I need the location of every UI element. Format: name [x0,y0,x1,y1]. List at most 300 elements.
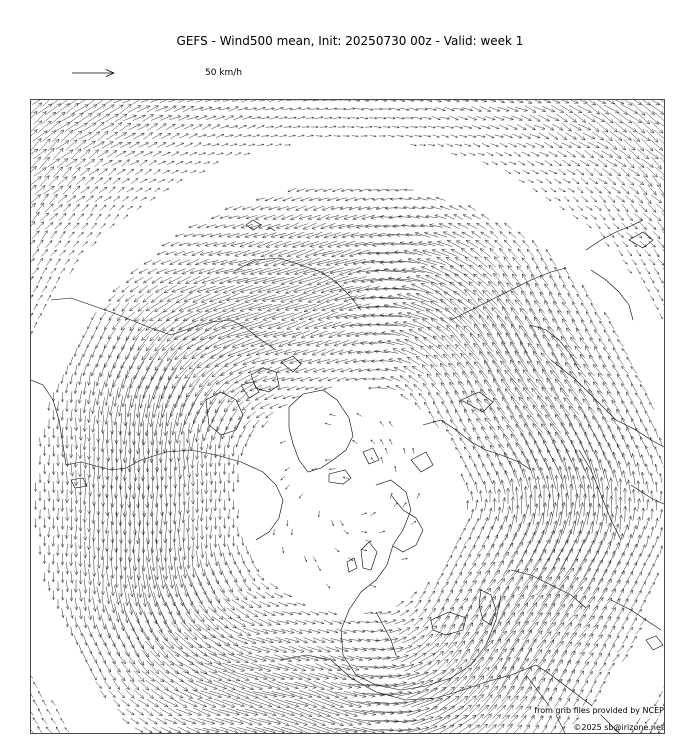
wind-arrow [285,638,299,643]
wind-arrow [639,185,647,195]
wind-arrow [100,690,105,697]
wind-arrow [296,387,306,390]
wind-arrow [557,449,566,471]
wind-arrow [256,198,265,201]
wind-arrow [619,150,630,159]
wind-arrow [394,367,405,372]
wind-arrow [503,274,513,287]
wind-arrow [162,242,170,246]
wind-arrow [31,203,36,213]
wind-arrow [562,302,570,312]
wind-arrow [550,275,556,284]
wind-arrow [595,672,602,680]
wind-arrow [166,252,176,255]
wind-arrow [48,419,51,428]
wind-arrow [57,581,60,591]
wind-arrow [163,679,178,690]
wind-arrow [538,396,551,416]
wind-arrow [463,126,472,129]
wind-arrow [43,518,46,528]
wind-arrow [223,482,226,493]
wind-arrow [503,560,513,576]
wind-arrow [440,117,449,120]
wind-arrow [287,603,296,606]
wind-arrow [640,241,647,247]
wind-arrow [56,544,59,555]
wind-arrow [183,671,203,681]
wind-arrow [305,665,323,671]
wind-arrow [579,550,591,568]
wind-arrow [628,516,632,530]
wind-arrow [83,123,96,131]
wind-arrow [269,100,279,102]
wind-arrow [380,422,384,427]
wind-arrow [665,519,666,528]
wind-arrow [52,410,55,420]
wind-arrow [608,626,615,636]
wind-arrow [220,125,229,128]
wind-arrow [554,160,562,165]
coastline-se-asia [611,600,661,630]
wind-arrow [487,658,503,676]
wind-arrow [621,384,628,393]
wind-arrow [158,311,174,320]
wind-arrow [101,415,104,434]
wind-arrow [451,153,457,155]
wind-arrow [428,144,434,146]
wind-arrow [526,716,534,727]
wind-arrow [641,563,645,573]
wind-arrow [122,160,130,167]
wind-arrow [609,663,615,671]
wind-arrow [136,188,142,192]
wind-arrow [580,423,590,442]
wind-arrow [365,126,372,128]
wind-arrow [464,144,471,147]
wind-arrow [410,393,416,400]
wind-arrow [170,395,179,417]
wind-arrow [417,707,438,718]
wind-arrow [545,284,553,294]
wind-arrow [641,259,645,265]
wind-arrow [319,332,337,337]
wind-arrow [659,456,662,465]
wind-arrow [79,461,82,477]
wind-arrow [120,104,132,113]
wind-arrow [482,649,498,667]
wind-arrow [587,485,591,507]
wind-arrow [33,718,38,725]
wind-arrow [641,526,645,537]
wind-arrow [465,289,480,306]
wind-arrow [138,336,149,351]
wind-arrow [238,590,247,600]
wind-arrow [202,587,212,603]
wind-arrow [545,415,560,434]
wind-arrow [464,307,481,324]
wind-arrow [386,189,395,191]
wind-arrow [178,549,182,569]
wind-arrow [249,618,262,625]
wind-arrow [192,388,203,406]
wind-arrow [514,152,521,157]
wind-arrow [554,179,561,183]
wind-arrow [613,383,620,394]
wind-arrow [396,339,412,346]
wind-arrow [572,680,579,690]
wind-arrow [633,159,644,168]
wind-arrow [279,404,288,407]
wind-arrow [319,377,328,381]
wind-arrow [405,117,414,119]
wind-arrow [476,116,486,120]
wind-arrow [161,133,170,138]
wind-arrow [70,269,73,274]
wind-arrow [356,126,363,128]
wind-arrow [78,113,92,122]
wind-arrow [44,186,55,194]
wind-arrow [428,126,436,128]
wind-arrow [536,716,544,726]
wind-arrow [391,108,400,111]
wind-arrow [492,307,507,324]
wind-arrow [455,410,461,420]
wind-arrow [517,533,527,550]
wind-arrow [510,515,515,532]
wind-arrow [39,455,41,464]
coastline-greenland [289,390,353,472]
wind-arrow [563,179,571,183]
wind-arrow [428,608,436,618]
wind-arrow [515,568,528,585]
wind-arrow [418,374,427,383]
wind-arrow [204,569,210,585]
wind-arrow [215,399,225,413]
coastline-korea [591,270,633,320]
wind-arrow [537,179,543,183]
wind-arrow [121,700,129,706]
wind-arrow [223,242,236,247]
wind-arrow [97,606,101,621]
wind-arrow [405,189,414,191]
wind-arrow [52,536,55,547]
wind-arrow [243,581,250,590]
wind-arrow [368,100,378,101]
wind-arrow [154,170,161,175]
wind-arrow [48,545,51,555]
wind-arrow [155,106,168,111]
wind-arrow [242,402,251,410]
wind-arrow [40,213,48,221]
wind-arrow [150,327,164,341]
wind-arrow [38,295,43,300]
wind-arrow [78,251,83,255]
wind-arrow [476,613,486,630]
wind-arrow [175,651,194,664]
wind-arrow [256,592,265,598]
wind-arrow [652,213,661,221]
wind-arrow [70,498,74,513]
wind-arrow [618,339,624,346]
wind-arrow [159,670,174,683]
wind-arrow [577,187,583,193]
wind-arrow [537,594,550,614]
wind-arrow [479,657,493,677]
wind-arrow [456,649,470,667]
wind-arrow [569,389,583,405]
wind-arrow [234,357,252,365]
wind-arrow [169,495,173,516]
wind-arrow [376,252,397,255]
wind-arrow [138,143,148,148]
wind-arrow [206,596,216,612]
wind-arrow [152,133,162,139]
wind-arrow [526,441,535,461]
wind-arrow [599,356,606,367]
wind-arrow [495,240,504,248]
wind-arrow [142,547,146,571]
wind-arrow [420,591,426,599]
wind-arrow [650,564,654,573]
wind-arrow [56,259,60,265]
wind-arrow [356,657,372,661]
wind-arrow [31,149,38,159]
wind-arrow [649,241,656,247]
wind-arrow [189,225,197,228]
wind-arrow [101,432,105,452]
wind-arrow [470,474,474,483]
wind-arrow [141,100,155,102]
wind-arrow [413,618,422,626]
wind-arrow [649,582,654,590]
wind-arrow [38,691,41,697]
wind-arrow [31,130,37,143]
wind-arrow [145,593,152,615]
wind-arrow [53,186,63,194]
wind-arrow [122,642,129,657]
wind-arrow [96,372,100,386]
wind-arrow [577,311,584,321]
wind-arrow [145,188,151,191]
wind-arrow [598,373,607,385]
wind-arrow [664,465,665,474]
wind-arrow [508,551,518,567]
coastline-mexico [31,380,66,465]
wind-arrow [161,260,171,264]
wind-arrow [169,513,173,534]
wind-arrow [63,186,71,195]
wind-arrow [428,241,444,246]
wind-arrow [154,188,159,192]
wind-arrow [531,275,538,286]
wind-arrow [42,268,47,275]
wind-arrow [487,299,502,315]
wind-arrow [351,665,368,670]
wind-arrow [105,512,109,533]
wind-arrow [386,620,396,624]
wind-arrow [79,644,83,653]
wind-arrow [546,476,550,499]
wind-arrow [442,599,449,610]
wind-arrow [470,623,483,639]
wind-arrow [158,344,174,360]
wind-arrow [96,355,100,367]
wind-arrow [257,125,265,128]
wind-arrow [185,567,192,586]
wind-arrow [399,197,409,200]
wind-arrow [501,161,507,164]
wind-arrow [72,167,81,176]
wind-arrow [650,420,655,428]
wind-arrow [419,126,427,128]
wind-arrow [350,100,360,102]
wind-arrow [52,554,55,564]
wind-arrow [471,371,483,386]
wind-arrow [599,459,605,478]
wind-arrow [122,680,130,689]
wind-arrow [229,107,239,112]
wind-arrow [265,350,282,356]
wind-arrow [523,622,538,640]
wind-arrow [483,324,497,343]
wind-arrow [113,371,120,387]
wind-arrow [483,518,488,529]
wind-arrow [548,650,558,667]
wind-arrow [523,388,538,407]
wind-arrow [501,516,507,530]
wind-arrow [248,573,255,580]
wind-arrow [608,443,615,459]
wind-arrow [636,591,642,600]
wind-arrow [84,160,95,167]
wind-arrow [54,223,61,230]
wind-arrow [506,333,519,353]
wind-arrow [502,417,514,432]
wind-arrow [476,500,479,510]
wind-arrow [531,725,538,734]
wind-arrow [497,315,510,334]
wind-arrow [645,268,650,274]
wind-arrow [536,162,544,165]
wind-arrow [423,383,430,392]
wind-arrow [660,546,663,555]
wind-arrow [636,628,642,635]
wind-arrow [100,672,106,681]
wind-arrow [436,197,445,200]
wind-arrow [541,258,547,266]
wind-arrow [113,662,121,672]
wind-arrow [174,602,185,623]
wind-arrow [79,443,82,458]
wind-arrow [142,565,146,589]
wind-arrow [332,621,342,624]
wind-arrow [437,392,445,401]
wind-arrow [538,650,551,666]
wind-arrow [270,404,279,409]
wind-arrow [339,287,362,293]
wind-arrow [101,329,106,339]
wind-arrow [31,276,33,284]
wind-arrow [55,241,61,248]
wind-arrow [408,672,429,680]
wind-arrow [92,347,96,358]
wind-arrow [498,407,510,422]
wind-arrow [407,357,420,365]
wind-arrow [659,139,665,151]
wind-arrow [482,686,498,702]
wind-arrow [183,652,203,665]
wind-arrow [235,419,242,429]
coastline-north-america-west [51,298,171,335]
wind-arrow [104,197,112,201]
wind-arrow [614,487,618,505]
wind-arrow [460,438,466,446]
wind-arrow [520,415,533,433]
wind-arrow [174,328,194,339]
wind-arrow [359,189,368,192]
wind-arrow [581,196,587,201]
wind-arrow [265,394,275,399]
wind-arrow [260,602,271,607]
wind-arrow [56,419,59,430]
wind-arrow [200,347,221,358]
wind-arrow [87,338,92,347]
wind-arrow [232,536,235,546]
wind-arrow [195,461,199,477]
wind-arrow [634,195,643,203]
wind-arrow [106,586,110,604]
wind-arrow [130,370,139,389]
wind-arrow [52,481,55,492]
wind-arrow [247,259,265,266]
wind-arrow [459,135,467,137]
wind-arrow [526,143,535,147]
wind-arrow [306,117,314,119]
wind-arrow [70,571,73,584]
wind-arrow [57,599,59,609]
wind-arrow [511,397,523,416]
wind-arrow [579,568,591,586]
wind-arrow [591,303,596,311]
wind-arrow [166,584,175,606]
wind-arrow [641,582,646,591]
wind-arrow [86,196,94,202]
wind-arrow [244,153,250,155]
wind-arrow [530,292,540,304]
wind-arrow [514,469,520,486]
wind-arrow [224,116,233,120]
wind-arrow [636,410,641,420]
wind-arrow [468,419,476,430]
wind-arrow [603,635,610,645]
wind-arrow [197,398,208,415]
wind-arrow [88,425,92,442]
wind-arrow [32,100,47,105]
wind-arrow [178,337,198,349]
wind-arrow [57,472,60,484]
wind-arrow [468,563,476,573]
wind-arrow [442,249,458,256]
wind-arrow [659,277,663,284]
wind-arrow [463,215,472,220]
wind-arrow [585,634,593,647]
wind-arrow [645,411,650,419]
wind-arrow [495,135,504,138]
wind-arrow [565,362,577,377]
wind-arrow [576,169,584,175]
wind-arrow [78,133,91,140]
wind-arrow [460,316,476,334]
